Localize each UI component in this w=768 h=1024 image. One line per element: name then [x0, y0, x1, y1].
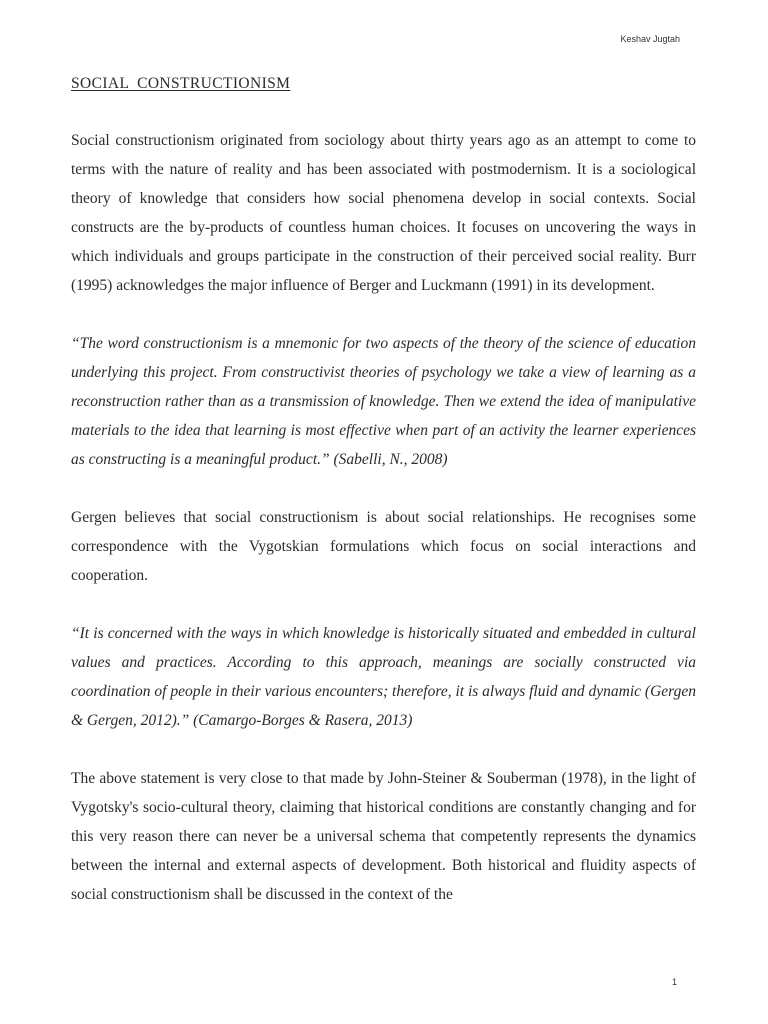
paragraph-gergen: Gergen believes that social constructionism is about social relationships. He recognises some correspondence with the Vygotskian formulations which focus on social interactions and cooperation.: [71, 509, 696, 584]
quote-camargo-borges: “It is concerned with the ways in which knowledge is historically situated and embedded in cultural values and practices. According to this approach, meanings are socially constructed via coordination of people in their various encounters; therefore, it is always fluid and dynamic (Gergen & Gergen, 2012).” (Camargo-Borges & Rasera, 2013): [71, 625, 696, 729]
paragraph-john-steiner: The above statement is very close to that made by John-Steiner & Souberman (1978), in the light of Vygotsky's socio-cultural theory, claiming that historical conditions are constantly changing and for this very reason there can never be a universal schema that competently represents the dynamics between the internal and external aspects of development. Both historical and fluidity aspects of social constructionism shall be discussed in the context of the: [71, 770, 696, 903]
paragraph-intro: Social constructionism originated from sociology about thirty years ago as an attempt to come to terms with the nature of reality and has been associated with postmodernism. It is a sociological theory of knowledge that considers how social phenomena develop in social contexts. Social constructs are the by-products of countless human choices. It focuses on uncovering the ways in which individuals and groups participate in the construction of their perceived social reality. Burr (1995) acknowledges the major influence of Berger and Luckmann (1991) in its development.: [71, 132, 696, 294]
quote-sabelli: “The word constructionism is a mnemonic for two aspects of the theory of the science of education underlying this project. From constructivist theories of psychology we take a view of learning as a reconstruction rather than as a transmission of knowledge. Then we extend the idea of manipulative materials to the idea that learning is most effective when part of an activity the learner experiences as constructing is a meaningful product.” (Sabelli, N., 2008): [71, 335, 696, 468]
document-title: SOCIAL CONSTRUCTIONISM: [71, 75, 291, 92]
header-author: Keshav Jugtah: [620, 34, 680, 44]
document-body: [71, 71, 696, 909]
page-number: 1: [672, 977, 678, 987]
